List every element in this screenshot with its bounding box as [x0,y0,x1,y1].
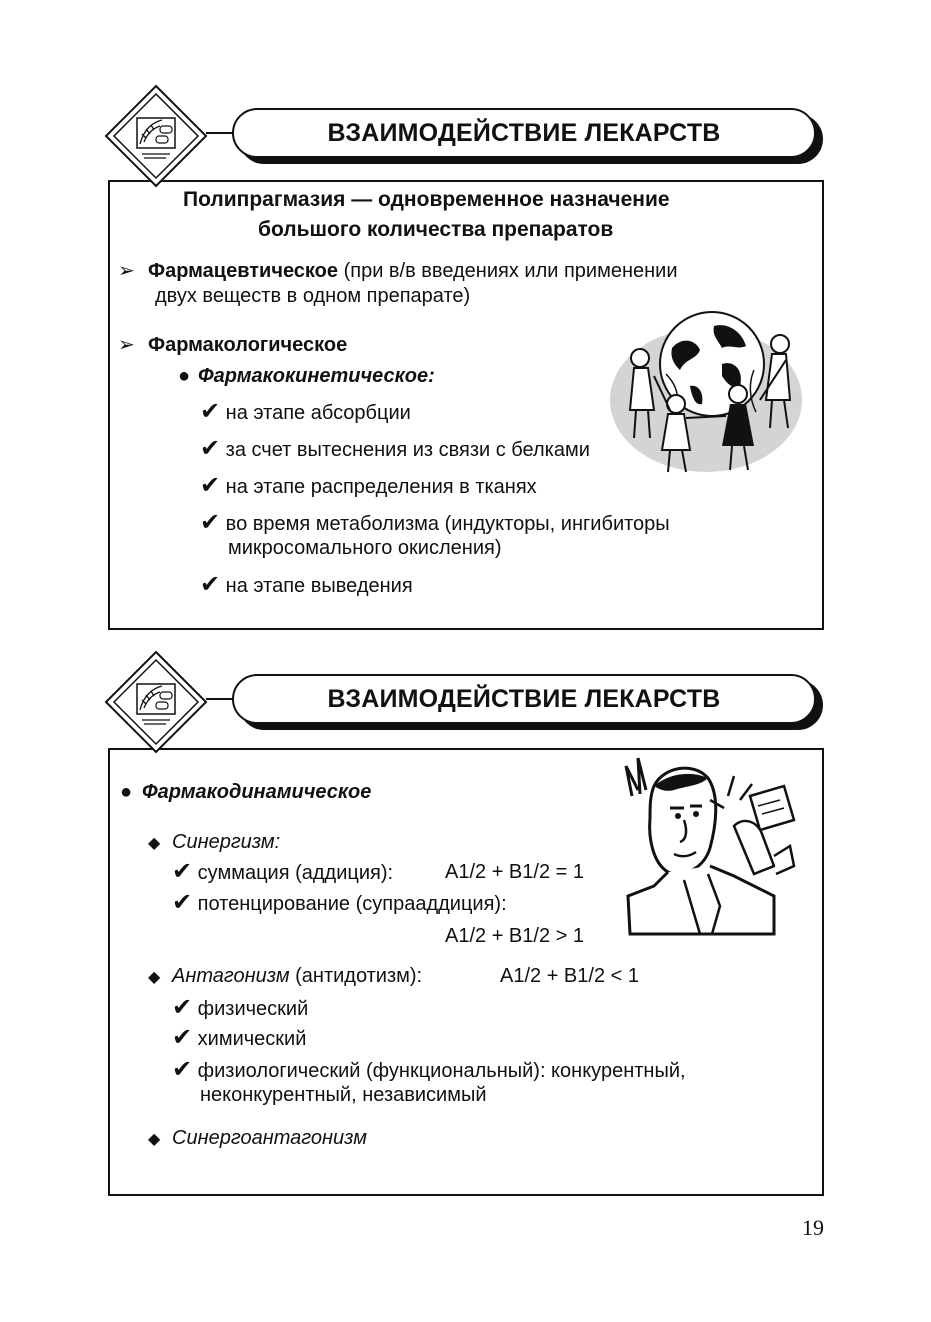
title-connector [206,132,234,134]
potentiation-formula: A1/2 + B1/2 > 1 [445,925,584,947]
antagonism-chemical-text: химический [197,1028,307,1050]
page-number: 19 [802,1215,824,1240]
antagonism-chemical [172,1026,306,1051]
dot-bullet-icon: ● [178,365,191,387]
pharmacological-label: Фармакологическое [148,334,348,356]
synergoantagonism-label: Синергоантагонизм [172,1127,367,1149]
pharmaceutical-label: Фармацевтическое [148,260,339,282]
polypharmacy-definition-line1: Полипрагмазия — одновременное назначение [183,188,670,211]
check-icon: ✔ [172,1024,193,1051]
pk-item-distribution-text: на этапе распределения в тканях [225,476,537,498]
check-icon: ✔ [200,472,221,499]
summation-text: суммация (аддиция): [197,862,394,884]
synergism-label: Синергизм: [172,831,281,853]
pk-item-absorption [200,400,411,425]
synergism-item [148,830,280,856]
pk-item-protein-binding [200,437,590,462]
pharmaceutical-item [118,259,678,283]
pharmacological-item [118,333,347,357]
antagonism-physiological-text: физиологический (функциональный): конкурентный, [197,1060,686,1082]
potentiation-item [172,891,507,916]
potentiation-text: потенцирование (супрааддиция): [197,893,507,915]
slide-1-title-bar [232,108,816,158]
arrow-bullet-icon: ➢ [118,334,135,356]
pk-item-metabolism-text: во время метаболизма (индукторы, ингибиторы [225,513,670,535]
summation-formula: A1/2 + B1/2 = 1 [445,861,584,883]
pharmacodynamic-item [120,780,371,804]
dot-bullet-icon: ● [120,781,133,803]
antagonism-item [148,964,422,990]
check-icon: ✔ [172,994,193,1021]
pk-item-metabolism-continued: микросомального окисления) [228,537,502,559]
pk-item-metabolism [200,511,670,536]
check-icon: ✔ [200,435,221,462]
summation-item [172,860,393,885]
confused-man-illustration [624,756,800,936]
diamond-bullet-icon: ◆ [148,835,161,852]
check-icon: ✔ [172,1056,193,1083]
pk-item-excretion-text: на этапе выведения [225,575,413,597]
antagonism-label: Антагонизм [172,965,290,987]
pk-item-distribution [200,474,537,499]
synergoantagonism-item [148,1126,367,1152]
pharmacokinetic-item [178,364,435,388]
pk-item-protein-binding-text: за счет вытеснения из связи с белками [225,439,590,461]
check-icon: ✔ [172,889,193,916]
slide-2-title-bar [232,674,816,724]
slide-1-title: ВЗАИМОДЕЙСТВИЕ ЛЕКАРСТВ [327,118,721,147]
slide-1-emblem-icon [104,84,208,188]
arrow-bullet-icon: ➢ [118,260,135,282]
slide-2-title: ВЗАИМОДЕЙСТВИЕ ЛЕКАРСТВ [327,684,721,713]
check-icon: ✔ [200,398,221,425]
pharmaceutical-note-line2: двух веществ в одном препарате) [155,285,471,307]
check-icon: ✔ [172,858,193,885]
antagonism-physiological-continued: неконкурентный, независимый [200,1084,487,1106]
pharmacokinetic-label: Фармакокинетическое: [198,365,435,387]
pharmacodynamic-label: Фармакодинамическое [142,781,372,803]
antagonism-physiological [172,1058,686,1083]
antagonism-note: (антидотизм): [289,965,423,987]
diamond-bullet-icon: ◆ [148,969,161,986]
antagonism-physical-text: физический [197,998,309,1020]
pharmaceutical-note-line1: (при в/в введениях или применении [338,260,678,282]
title-connector [206,698,234,700]
slide-2-emblem-icon [104,650,208,754]
pk-item-absorption-text: на этапе абсорбции [225,402,411,424]
antagonism-physical [172,996,308,1021]
check-icon: ✔ [200,509,221,536]
pk-item-excretion [200,573,413,598]
antagonism-formula: A1/2 + B1/2 < 1 [500,965,639,987]
globe-people-illustration [610,300,808,480]
check-icon: ✔ [200,571,221,598]
polypharmacy-definition-line2: большого количества препаратов [258,218,614,241]
diamond-bullet-icon: ◆ [148,1131,161,1148]
